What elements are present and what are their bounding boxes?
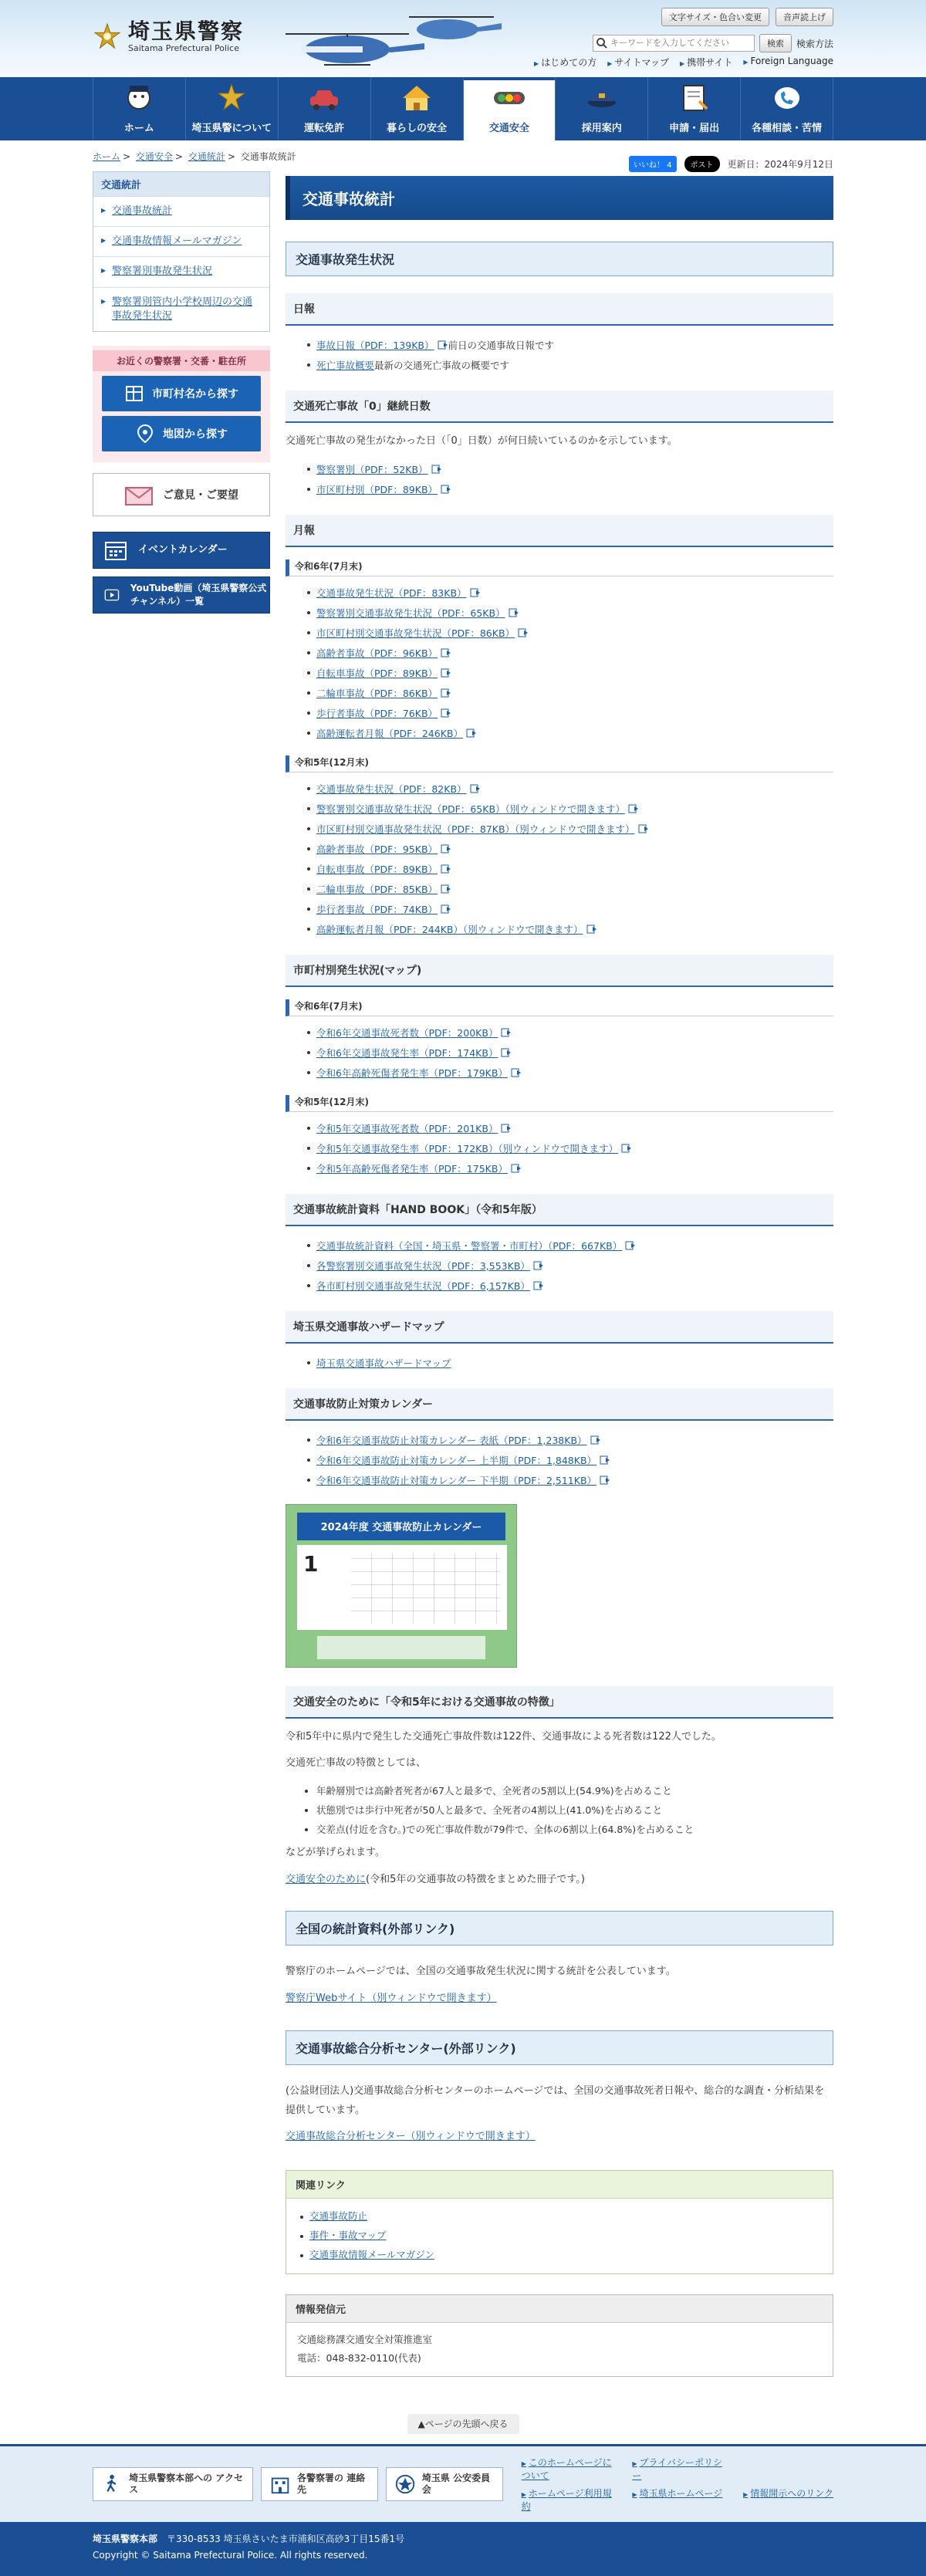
search-icon	[596, 37, 608, 49]
monthly-r5-link-item	[316, 819, 833, 839]
section-heading-national-stats: 全国の統計資料(外部リンク)	[286, 1911, 833, 1946]
file-type-icon	[501, 1028, 512, 1037]
map-r6-link[interactable]: 令和6年高齢死傷者発生率（PDF：179KB）	[316, 1067, 508, 1079]
gnav-item-label: 交通安全	[488, 123, 529, 134]
file-type-icon	[621, 1144, 632, 1153]
monthly-r5-link[interactable]: 市区町村別交通事故発生状況（PDF：87KB）（別ウィンドウで開きます）	[316, 823, 635, 835]
youtube-list-button[interactable]	[93, 576, 270, 614]
monthly-r5-link-item	[316, 859, 833, 879]
file-type-icon	[470, 588, 481, 597]
breadcrumb: ホーム > 交通安全 > 交通統計 > 交通事故統計	[93, 151, 296, 162]
gnav-item-label: 申請・届出	[669, 123, 720, 134]
traffic-features-p2: 交通死亡事故の特徴としては、	[286, 1757, 427, 1770]
monthly-r6-link[interactable]: 二輪車事故（PDF：86KB）	[316, 687, 438, 699]
facebook-like-button[interactable]: いいね！ 4	[629, 156, 677, 172]
file-type-icon	[625, 1241, 636, 1250]
itarda-text: (公益財団法人)交通事故総合分析センターのホームページでは、全国の交通事故死者日報や、総合的な調査・分析結果を提供しています。	[286, 2084, 825, 2116]
footer-address: 〒330-8533 埼玉県さいたま市浦和区高砂3丁目15番1号	[167, 2534, 405, 2545]
npa-website-link[interactable]: 警察庁Webサイト（別ウィンドウで開きます）	[286, 1993, 497, 2005]
calendar-grid	[297, 1545, 507, 1630]
gnav-item-3[interactable]	[370, 77, 463, 140]
map-r6-link[interactable]: 令和6年交通事故死者数（PDF：200KB）	[316, 1026, 498, 1039]
phone-icon	[769, 81, 806, 115]
nearby-police-heading: お近くの警察署・交番・駐在所	[93, 350, 270, 371]
public-safety-commission-label: 埼玉県 公安委員会	[421, 2472, 491, 2496]
sidebar-item-mail-magazine[interactable]: ▶ 交通事故情報メールマガジン	[93, 226, 269, 256]
calendar-thumbnail-title: 2024年度 交通事故防止カレンダー	[297, 1513, 505, 1540]
file-type-icon	[441, 884, 451, 894]
monthly-r6-link-list	[316, 583, 833, 743]
header-link-sitemap[interactable]: ▶ サイトマップ	[607, 56, 669, 69]
site-subtitle: Saitama Prefectural Police	[128, 43, 239, 53]
header-link-mobile[interactable]: ▶ 携帯サイト	[680, 56, 732, 69]
daily-report-desc: 前日の交通事故日報です	[448, 340, 555, 351]
section-heading-accident-status: 交通事故発生状況	[286, 242, 833, 276]
monthly-r5-link[interactable]: 自転車事故（PDF：89KB）	[316, 863, 438, 875]
breadcrumb-traffic-safety[interactable]: 交通安全	[135, 151, 173, 162]
police-emblem-icon	[213, 81, 250, 115]
file-type-icon	[441, 844, 451, 854]
gnav-item-4[interactable]	[463, 77, 556, 140]
handbook-link-item	[316, 1236, 833, 1256]
car-icon	[306, 81, 343, 115]
info-source-tel: 電話：048-832-0110(代表)	[297, 2351, 421, 2364]
opinion-request-label: ご意見・ご要望	[163, 488, 238, 502]
traffic-light-icon	[491, 81, 528, 115]
map-pin-icon	[135, 424, 155, 444]
breadcrumb-current: 交通事故統計	[240, 151, 296, 162]
monthly-r5-link-list	[316, 779, 833, 939]
search-method-link[interactable]: 検索方法	[796, 38, 833, 49]
document-icon	[676, 81, 713, 115]
map-r5-link-list	[316, 1118, 833, 1178]
related-link-mail-magazine[interactable]: 交通事故情報メールマガジン	[309, 2248, 434, 2260]
related-links-heading: 関連リンク	[286, 2171, 833, 2199]
site-title: 埼玉県警察	[128, 19, 245, 44]
gnav-item-1[interactable]	[185, 77, 278, 140]
info-source-box	[286, 2294, 833, 2378]
heading-map-r6: 令和6年(7月末)	[286, 999, 833, 1016]
traffic-feature-bullet: • 状態別では歩行中死者が50人と最多で、全死者の4割以上(41.0%)を占めること	[316, 1800, 833, 1820]
gnav-item-7[interactable]	[740, 77, 833, 140]
heading-r6: 令和6年(7月末)	[286, 559, 833, 576]
file-type-icon	[501, 1124, 512, 1133]
share-bar	[629, 156, 833, 172]
handbook-link[interactable]: 交通事故統計資料（全国・埼玉県・警察署・市町村）（PDF：667KB）	[316, 1239, 623, 1252]
monthly-r6-link-item	[316, 583, 833, 603]
gnav-item-label: 埼玉県警について	[191, 123, 272, 134]
site-logo[interactable]	[93, 20, 244, 53]
gnav-item-5[interactable]	[555, 77, 647, 140]
sidebar-item-school-area-accidents[interactable]: ▶ 警察署別管内小学校周辺の交通事故発生状況	[93, 287, 269, 331]
commission-emblem-icon	[394, 2473, 416, 2496]
monthly-r5-link[interactable]: 二輪車事故（PDF：85KB）	[316, 883, 438, 895]
updated-date: 更新日：2024年9月12日	[727, 159, 833, 170]
file-type-icon	[441, 708, 451, 718]
walking-person-icon	[101, 2473, 123, 2496]
gnav-item-label: 暮らしの安全	[387, 123, 448, 134]
subheading-handbook: 交通事故統計資料「HAND BOOK」（令和5年版）	[286, 1194, 833, 1226]
file-type-icon	[509, 608, 519, 617]
calendar-link[interactable]: 令和6年交通事故防止対策カレンダー 表紙（PDF：1,238KB）	[316, 1434, 587, 1446]
monthly-r5-link[interactable]: 警察署別交通事故発生状況（PDF：65KB）（別ウィンドウで開きます）	[316, 803, 626, 815]
file-type-icon	[518, 628, 529, 637]
monthly-r6-link[interactable]: 交通事故発生状況（PDF：83KB）	[316, 587, 467, 599]
handbook-link-item	[316, 1256, 833, 1276]
monthly-r5-link-item	[316, 799, 833, 819]
text-size-color-button[interactable]: 文字サイズ・色合い変更	[661, 8, 769, 26]
calendar-link-list	[316, 1430, 833, 1490]
file-type-icon	[441, 485, 451, 494]
calendar-link[interactable]: 令和6年交通事故防止対策カレンダー 下半期（PDF：2,511KB）	[316, 1474, 597, 1486]
heading-map-r5: 令和5年(12月末)	[286, 1095, 833, 1112]
police-emblem-icon	[93, 22, 122, 52]
public-safety-commission-button[interactable]	[386, 2467, 503, 2501]
heading-r5: 令和5年(12月末)	[286, 756, 833, 772]
monthly-r5-link[interactable]: 歩行者事故（PDF：74KB）	[316, 903, 438, 915]
zero-days-link-item	[316, 479, 833, 499]
fatal-summary-link[interactable]: 死亡事故概要	[316, 360, 375, 371]
page-title: 交通事故統計	[286, 176, 833, 220]
info-source-dept: 交通総務課交通安全対策推進室	[297, 2333, 433, 2345]
traffic-safety-booklet-link[interactable]: 交通安全のために	[286, 1873, 367, 1885]
gnav-item-label: 各種相談・苦情	[752, 123, 823, 134]
file-type-icon	[600, 1455, 610, 1465]
monthly-r6-link-item	[316, 683, 833, 703]
gnav-item-0[interactable]	[93, 77, 185, 140]
subheading-monthly: 月報	[286, 515, 833, 547]
subheading-daily: 日報	[286, 293, 833, 326]
sidebar-item-station-accidents[interactable]: ▶ 警察署別事故発生状況	[93, 256, 269, 286]
hazard-map-item	[316, 1353, 833, 1373]
file-type-icon	[441, 648, 451, 658]
youtube-list-label: YouTube動画（埼玉県警察公式チャンネル）一覧	[130, 583, 267, 607]
footer-org: 埼玉県警察本部	[93, 2534, 158, 2545]
search-input[interactable]	[593, 35, 755, 52]
footer-link-privacy[interactable]: ▶ プライバシーポリシー	[632, 2456, 731, 2482]
daily-report-item	[316, 335, 833, 355]
map-r5-link[interactable]: 令和5年交通事故発生率（PDF：172KB）（別ウィンドウで開きます）	[316, 1142, 618, 1154]
sidebar-heading[interactable]: 交通統計	[93, 172, 269, 196]
monthly-r6-link-item	[316, 703, 833, 723]
monthly-r6-link-item	[316, 663, 833, 683]
footer-link-prefecture[interactable]: ▶ 埼玉県ホームページ	[632, 2486, 731, 2513]
calendar-link-item	[316, 1450, 833, 1470]
section-heading-itarda: 交通事故総合分析センター(外部リンク)	[286, 2030, 833, 2065]
file-type-icon	[470, 784, 481, 793]
file-type-icon	[600, 1476, 610, 1485]
map-r6-link[interactable]: 令和6年交通事故発生率（PDF：174KB）	[316, 1046, 498, 1059]
read-aloud-button[interactable]: 音声読上げ	[776, 8, 833, 26]
zero-days-link-list	[316, 459, 833, 499]
house-icon	[398, 81, 435, 115]
global-nav	[0, 77, 926, 140]
search-by-map-label: 地図から探す	[163, 428, 228, 441]
map-r6-link-item	[316, 1063, 833, 1083]
handbook-link-item	[316, 1276, 833, 1296]
pdf-icon	[438, 340, 448, 350]
file-type-icon	[511, 1164, 522, 1173]
header-link-foreign-language[interactable]: ▶ Foreign Language	[743, 56, 833, 69]
sidebar	[93, 171, 270, 2397]
footer-link-disclosure[interactable]: ▶ 情報開示へのリンク	[743, 2486, 833, 2513]
sidebar-item-traffic-accident-stats[interactable]: ▶ 交通事故統計	[93, 196, 269, 226]
handbook-link[interactable]: 各警察署別交通事故発生状況（PDF：3,553KB）	[316, 1259, 530, 1272]
map-r5-link-item	[316, 1158, 833, 1178]
subheading-map: 市町村別発生状況(マップ)	[286, 955, 833, 987]
header-link-beginner[interactable]: ▶ はじめての方	[534, 56, 596, 69]
traffic-feature-bullet: • 交差点(付近を含む。)での死亡事故件数が79件で、全体の6割以上(64.8%)を占めること	[316, 1820, 833, 1839]
mascot-icon	[120, 81, 157, 115]
footer-link-terms[interactable]: ▶ ホームページ利用規約	[522, 2486, 620, 2513]
fatal-summary-item	[316, 355, 833, 375]
site-footer	[0, 2522, 926, 2576]
monthly-r5-link[interactable]: 高齢者事故（PDF：95KB）	[316, 843, 438, 855]
map-r6-link-item	[316, 1023, 833, 1043]
monthly-r5-link-item	[316, 879, 833, 899]
related-links-box	[286, 2170, 833, 2274]
zero-days-link[interactable]: 警察署別（PDF：52KB）	[316, 463, 428, 475]
map-r5-link[interactable]: 令和5年高齢死傷者発生率（PDF：175KB）	[316, 1162, 508, 1175]
zero-days-link[interactable]: 市区町村別（PDF：89KB）	[316, 483, 438, 495]
calendar-link-item	[316, 1470, 833, 1490]
opinion-request-button[interactable]	[93, 473, 270, 516]
monthly-r6-link[interactable]: 自転車事故（PDF：89KB）	[316, 667, 438, 679]
monthly-r6-link[interactable]: 市区町村別交通事故発生状況（PDF：86KB）	[316, 627, 515, 639]
file-type-icon	[501, 1048, 512, 1057]
file-type-icon	[590, 1435, 601, 1445]
monthly-r6-link-item	[316, 603, 833, 623]
hazard-map-link[interactable]: 埼玉県交通事故ハザードマップ	[316, 1357, 451, 1369]
file-type-icon	[511, 1068, 522, 1077]
search-by-map-button[interactable]	[102, 416, 261, 451]
monthly-r5-link[interactable]: 高齢運転者月報（PDF：244KB）（別ウィンドウで開きます）	[316, 923, 583, 935]
search-by-city-label: 市町村名から探す	[152, 387, 238, 401]
search-by-city-button[interactable]	[102, 376, 261, 411]
fatal-summary-desc: 最新の交通死亡事故の概要です	[374, 360, 510, 371]
monthly-r6-link-item	[316, 623, 833, 643]
monthly-r5-link[interactable]: 交通事故発生状況（PDF：82KB）	[316, 783, 467, 795]
x-post-button[interactable]: ポスト	[684, 156, 720, 172]
monthly-r6-link[interactable]: 警察署別交通事故発生状況（PDF：65KB）	[316, 607, 505, 619]
itarda-link[interactable]: 交通事故総合分析センター（別ウィンドウで開きます）	[286, 2131, 536, 2143]
city-map-icon	[124, 384, 144, 404]
hq-access-button[interactable]	[93, 2467, 253, 2501]
subheading-zero-days: 交通死亡事故「0」継続日数	[286, 390, 833, 423]
file-type-icon	[431, 465, 442, 474]
building-icon	[269, 2473, 291, 2495]
search-button[interactable]: 検索	[759, 34, 792, 52]
site-header	[0, 0, 926, 77]
traffic-features-p1: 令和5年中に県内で発生した交通死亡事故件数は122件、交通事故による死者数は122人でした。	[286, 1730, 722, 1743]
breadcrumb-home[interactable]: ホーム	[93, 151, 121, 162]
related-link-accident-prevention[interactable]: 交通事故防止	[309, 2209, 368, 2222]
info-source-heading: 情報発信元	[286, 2295, 833, 2323]
zero-days-description: 交通死亡事故の発生がなかった日（「0」日数）が何日続いているのかを示しています。	[286, 435, 678, 447]
map-r5-link-item	[316, 1118, 833, 1138]
gnav-item-label: ホーム	[123, 123, 154, 134]
gnav-item-label: 採用案内	[581, 123, 622, 134]
event-calendar-label: イベントカレンダー	[138, 543, 228, 556]
station-contacts-button[interactable]	[261, 2467, 378, 2501]
subheading-hazard-map: 埼玉県交通事故ハザードマップ	[286, 1311, 833, 1344]
file-type-icon	[441, 864, 451, 874]
monthly-r6-link-item	[316, 643, 833, 663]
calendar-thumbnail[interactable]	[286, 1504, 517, 1668]
file-type-icon	[533, 1261, 544, 1270]
traffic-feature-bullet: • 年齢層別では高齢者死者が67人と最多で、全死者の5割以上(54.9%)を占めること	[316, 1781, 833, 1800]
national-stats-text: 警察庁のホームページでは、全国の交通事故発生状況に関する統計を公表しています。	[286, 1966, 676, 1978]
handbook-link-list	[316, 1236, 833, 1296]
monthly-r6-link[interactable]: 歩行者事故（PDF：76KB）	[316, 707, 438, 719]
file-type-icon	[441, 688, 451, 698]
calendar-month: 1	[303, 1550, 319, 1577]
monthly-r6-link[interactable]: 高齢者事故（PDF：96KB）	[316, 647, 438, 659]
calendar-link[interactable]: 令和6年交通事故防止対策カレンダー 上半期（PDF：1,848KB）	[316, 1454, 597, 1466]
traffic-features-p3: などが挙げられます。	[286, 1847, 385, 1859]
monthly-r6-link[interactable]: 高齢運転者月報（PDF：246KB）	[316, 727, 463, 739]
calendar-icon	[104, 539, 127, 561]
calendar-link-item	[316, 1430, 833, 1450]
envelope-icon	[124, 483, 154, 506]
hq-access-label: 埼玉県警察本部への アクセス	[129, 2472, 243, 2496]
footer-links-bar	[0, 2444, 926, 2522]
monthly-r5-link-item	[316, 839, 833, 859]
map-r5-link[interactable]: 令和5年交通事故死者数（PDF：201KB）	[316, 1122, 498, 1134]
related-link-incident-map[interactable]: 事件・事故マップ	[309, 2229, 387, 2241]
play-icon	[104, 586, 120, 604]
map-r6-link-list	[316, 1023, 833, 1083]
station-contacts-label: 各警察署の 連絡先	[297, 2472, 366, 2496]
monthly-r5-link-item	[316, 779, 833, 799]
helicopter-illustration	[270, 5, 509, 74]
gnav-item-6[interactable]	[647, 77, 740, 140]
breadcrumb-traffic-stats[interactable]: 交通統計	[188, 151, 225, 162]
file-type-icon	[586, 925, 597, 934]
daily-report-link[interactable]: 事故日報（PDF：139KB）	[316, 340, 434, 351]
monthly-r6-link-item	[316, 723, 833, 743]
monthly-r5-link-item	[316, 899, 833, 919]
footer-copyright: Copyright © Saitama Prefectural Police. All rights reserved.	[93, 2549, 368, 2561]
gnav-item-2[interactable]	[278, 77, 370, 140]
map-r6-link-item	[316, 1043, 833, 1063]
file-type-icon	[628, 804, 639, 813]
monthly-r5-link-item	[316, 919, 833, 939]
file-type-icon	[441, 668, 451, 678]
nearby-police-box	[93, 346, 270, 462]
map-r5-link-item	[316, 1138, 833, 1158]
page-top-link[interactable]: ▲ページの先頭へ戻る	[407, 2414, 519, 2434]
traffic-safety-booklet-desc: (令和5年の交通事故の特徴をまとめた冊子です。)	[366, 1873, 585, 1885]
file-type-icon	[466, 729, 477, 738]
gnav-item-label: 運転免許	[304, 123, 345, 134]
main-content	[286, 171, 833, 2397]
sidebar-menu	[93, 171, 270, 332]
file-type-icon	[638, 824, 649, 833]
subheading-traffic-features: 交通安全のために「令和5年における交通事故の特徴」	[286, 1686, 833, 1719]
zero-days-link-item	[316, 459, 833, 479]
file-type-icon	[533, 1281, 544, 1290]
subheading-calendar: 交通事故防止対策カレンダー	[286, 1388, 833, 1421]
footer-link-about[interactable]: ▶ このホームページについて	[522, 2456, 620, 2482]
police-cap-icon	[583, 81, 620, 115]
handbook-link[interactable]: 各市町村別交通事故発生状況（PDF：6,157KB）	[316, 1280, 530, 1292]
event-calendar-button[interactable]	[93, 532, 270, 569]
file-type-icon	[441, 904, 451, 914]
